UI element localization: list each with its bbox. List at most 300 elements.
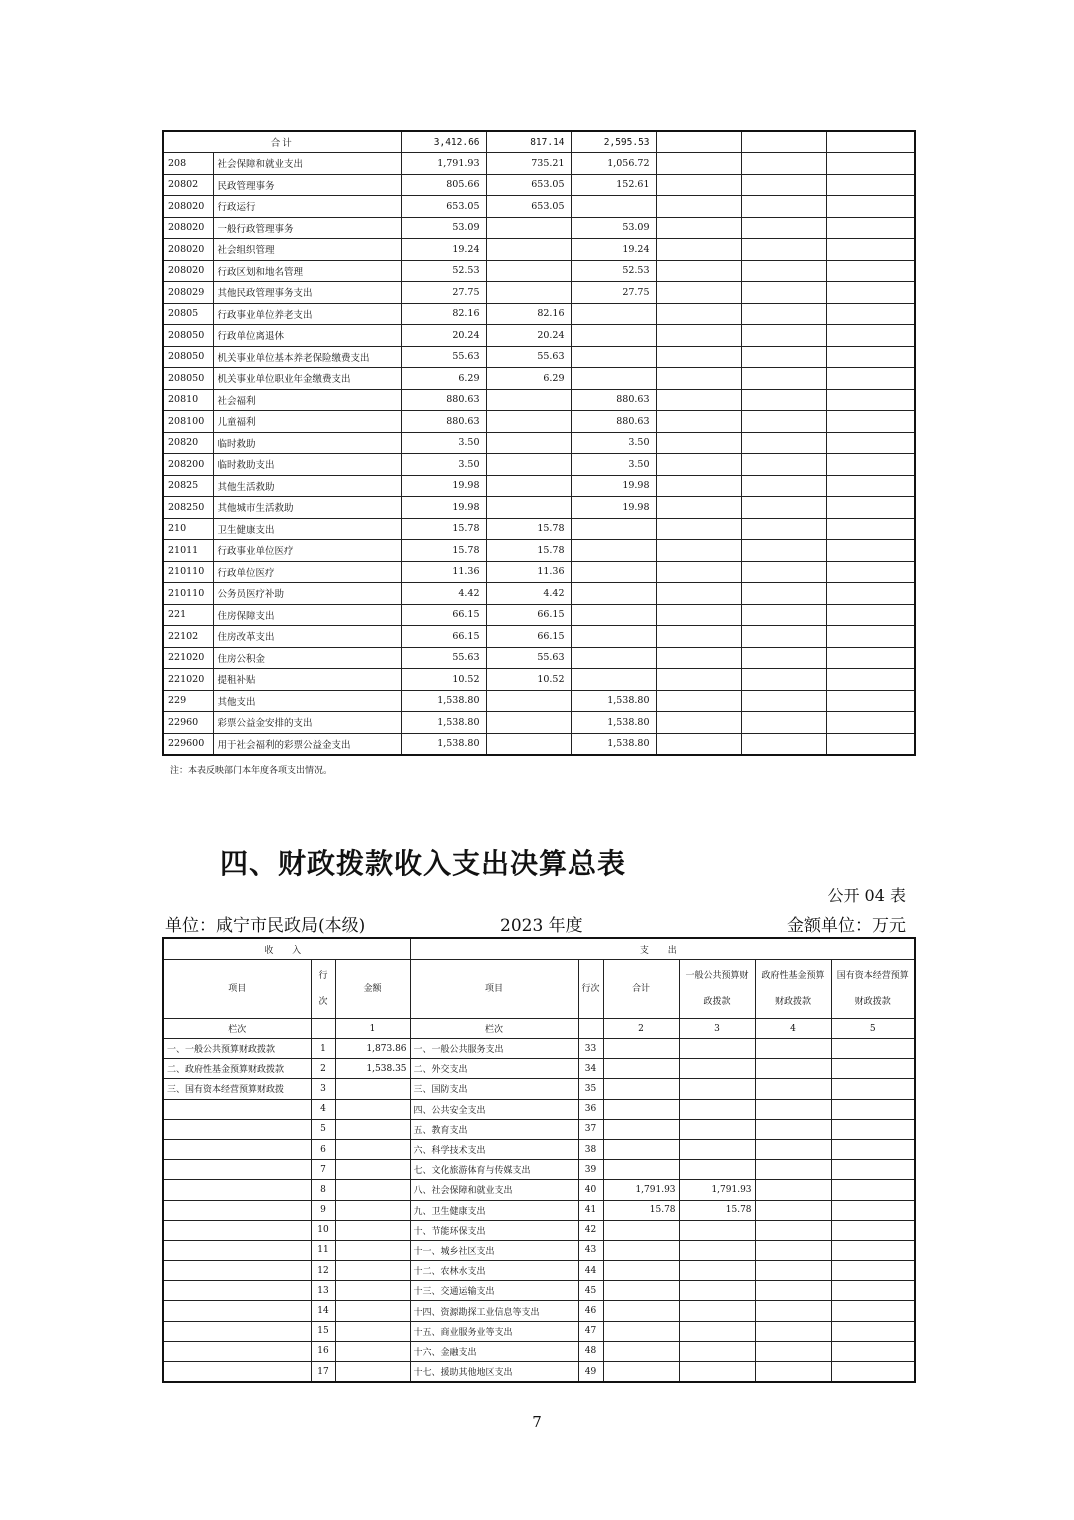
empty-cell (741, 346, 826, 368)
subject-code: 208200 (163, 454, 213, 476)
state-capital-amount (831, 1119, 915, 1139)
total-amount: 11.36 (401, 561, 486, 583)
income-amount-header: 金额 (335, 960, 410, 1019)
empty-cell (656, 325, 741, 347)
income-amount (335, 1099, 410, 1119)
project-expense (571, 561, 656, 583)
project-expense (571, 325, 656, 347)
empty-cell (741, 497, 826, 519)
empty-cell (656, 174, 741, 196)
fund-budget-amount (755, 1200, 831, 1220)
basic-expense: 4.42 (486, 583, 571, 605)
income-item: 二、政府性基金预算财政拨款 (163, 1059, 311, 1079)
state-capital-amount (831, 1261, 915, 1281)
expense-total (603, 1139, 679, 1159)
general-budget-amount (679, 1240, 755, 1260)
state-capital-amount (831, 1220, 915, 1240)
subject-code: 20825 (163, 475, 213, 497)
expense-total (603, 1301, 679, 1321)
total-amount: 15.78 (401, 518, 486, 540)
income-item (163, 1180, 311, 1200)
empty-cell (741, 282, 826, 304)
empty-cell (656, 583, 741, 605)
expense-item: 十五、商业服务业等支出 (410, 1321, 578, 1341)
empty-cell (826, 518, 915, 540)
table-row (163, 712, 915, 734)
unit-label: 单位：咸宁市民政局(本级) (165, 916, 366, 936)
table-row (163, 325, 915, 347)
total-amount: 880.63 (401, 411, 486, 433)
project-expense: 152.61 (571, 174, 656, 196)
empty-cell (826, 432, 915, 454)
income-amount (335, 1341, 410, 1361)
project-expense (571, 368, 656, 390)
subject-name: 卫生健康支出 (213, 518, 401, 540)
total-amount: 10.52 (401, 669, 486, 691)
empty-cell (656, 733, 741, 755)
expense-item: 十四、资源勘探工业信息等支出 (410, 1301, 578, 1321)
project-expense: 27.75 (571, 282, 656, 304)
expense-total: 15.78 (603, 1200, 679, 1220)
project-expense (571, 583, 656, 605)
expense-item: 十二、农林水支出 (410, 1261, 578, 1281)
income-amount (335, 1160, 410, 1180)
basic-expense (486, 690, 571, 712)
empty-cell (826, 368, 915, 390)
empty-cell (826, 303, 915, 325)
expenditure-detail-table (162, 130, 916, 756)
section-title: 四、财政拨款收入支出决算总表 (220, 847, 627, 880)
fund-budget-amount (755, 1321, 831, 1341)
empty-cell (656, 712, 741, 734)
basic-expense (486, 475, 571, 497)
expense-total (603, 1240, 679, 1260)
state-capital-amount (831, 1180, 915, 1200)
general-budget-amount (679, 1301, 755, 1321)
empty-cell (741, 540, 826, 562)
state-capital-amount (831, 1362, 915, 1383)
empty-cell (656, 518, 741, 540)
expense-total (603, 1160, 679, 1180)
empty-cell (656, 540, 741, 562)
empty-cell (656, 346, 741, 368)
empty-cell (826, 260, 915, 282)
lanci-label: 栏次 (410, 1019, 578, 1039)
expense-item: 九、卫生健康支出 (410, 1200, 578, 1220)
expense-row-no: 40 (578, 1180, 603, 1200)
empty-cell (656, 647, 741, 669)
table-row (163, 432, 915, 454)
empty-cell (741, 518, 826, 540)
subject-name: 用于社会福利的彩票公益金支出 (213, 733, 401, 755)
column-index: 2 (603, 1019, 679, 1039)
project-expense (571, 303, 656, 325)
fund-budget-amount (755, 1039, 831, 1059)
subject-code: 22102 (163, 626, 213, 648)
empty-cell (656, 475, 741, 497)
lanci-label: 栏次 (163, 1019, 311, 1039)
subject-code: 208050 (163, 325, 213, 347)
table-row (163, 303, 915, 325)
income-item (163, 1099, 311, 1119)
subject-name: 提租补贴 (213, 669, 401, 691)
subject-name: 一般行政管理事务 (213, 217, 401, 239)
income-amount (335, 1180, 410, 1200)
empty-cell (656, 411, 741, 433)
total-amount: 55.63 (401, 647, 486, 669)
empty-cell (826, 217, 915, 239)
income-item (163, 1261, 311, 1281)
total-amount: 19.98 (401, 475, 486, 497)
general-budget-amount (679, 1362, 755, 1383)
empty-cell (578, 1019, 603, 1039)
total-amount: 6.29 (401, 368, 486, 390)
table-row (163, 153, 915, 175)
empty-cell (741, 669, 826, 691)
basic-expense: 15.78 (486, 540, 571, 562)
table-row (163, 1099, 915, 1119)
income-item (163, 1160, 311, 1180)
expense-row-no: 34 (578, 1059, 603, 1079)
empty-cell (826, 626, 915, 648)
empty-cell (741, 325, 826, 347)
general-budget-amount (679, 1220, 755, 1240)
table-row (163, 368, 915, 390)
state-capital-header: 国有资本经营预算财政拨款 (831, 960, 915, 1019)
empty-cell (826, 282, 915, 304)
income-item (163, 1139, 311, 1159)
subject-code: 208100 (163, 411, 213, 433)
state-capital-amount (831, 1281, 915, 1301)
income-header: 收 入 (163, 938, 410, 960)
empty-cell (741, 432, 826, 454)
empty-cell (826, 604, 915, 626)
empty-cell (826, 325, 915, 347)
empty-cell (741, 131, 826, 153)
table-number: 公开 04 表 (827, 886, 906, 905)
total-amount: 27.75 (401, 282, 486, 304)
expense-total (603, 1099, 679, 1119)
table-row (163, 690, 915, 712)
general-budget-amount (679, 1139, 755, 1159)
empty-cell (656, 153, 741, 175)
basic-expense (486, 239, 571, 261)
subject-name: 社会福利 (213, 389, 401, 411)
page-number: 7 (532, 1413, 542, 1431)
expense-total (603, 1362, 679, 1383)
empty-cell (741, 303, 826, 325)
income-item: 一、一般公共预算财政拨款 (163, 1039, 311, 1059)
table-row (163, 561, 915, 583)
subject-name: 其他民政管理事务支出 (213, 282, 401, 304)
column-index-row (163, 1019, 915, 1039)
total-value: 3,412.66 (401, 131, 486, 153)
total-amount: 55.63 (401, 346, 486, 368)
table-row (163, 174, 915, 196)
state-capital-amount (831, 1301, 915, 1321)
empty-cell (826, 733, 915, 755)
empty-cell (741, 239, 826, 261)
column-index: 5 (831, 1019, 915, 1039)
basic-expense: 653.05 (486, 196, 571, 218)
table-row (163, 411, 915, 433)
expense-total (603, 1321, 679, 1341)
expense-total (603, 1281, 679, 1301)
empty-cell (826, 583, 915, 605)
income-item (163, 1240, 311, 1260)
empty-cell (741, 626, 826, 648)
income-amount (335, 1220, 410, 1240)
total-amount: 19.98 (401, 497, 486, 519)
total-amount: 3.50 (401, 454, 486, 476)
empty-cell (741, 196, 826, 218)
state-capital-amount (831, 1160, 915, 1180)
project-expense: 1,538.80 (571, 690, 656, 712)
income-row-no: 13 (311, 1281, 335, 1301)
project-expense (571, 346, 656, 368)
general-budget-amount (679, 1160, 755, 1180)
empty-cell (656, 131, 741, 153)
total-amount: 1,538.80 (401, 712, 486, 734)
basic-expense: 653.05 (486, 174, 571, 196)
subject-code: 208020 (163, 260, 213, 282)
income-row-no: 6 (311, 1139, 335, 1159)
fund-budget-amount (755, 1119, 831, 1139)
project-expense: 1,538.80 (571, 733, 656, 755)
project-expense: 3.50 (571, 454, 656, 476)
expense-total (603, 1220, 679, 1240)
empty-cell (741, 368, 826, 390)
basic-expense: 66.15 (486, 604, 571, 626)
empty-cell (826, 196, 915, 218)
state-capital-amount (831, 1099, 915, 1119)
subject-name: 行政运行 (213, 196, 401, 218)
subject-name: 公务员医疗补助 (213, 583, 401, 605)
subject-name: 彩票公益金安排的支出 (213, 712, 401, 734)
subject-name: 机关事业单位职业年金缴费支出 (213, 368, 401, 390)
basic-expense (486, 282, 571, 304)
expense-total (603, 1261, 679, 1281)
empty-cell (741, 153, 826, 175)
project-expense: 53.09 (571, 217, 656, 239)
total-amount: 20.24 (401, 325, 486, 347)
income-amount (335, 1321, 410, 1341)
subject-name: 儿童福利 (213, 411, 401, 433)
empty-cell (826, 712, 915, 734)
fund-budget-amount (755, 1099, 831, 1119)
table-row (163, 346, 915, 368)
fund-budget-amount (755, 1240, 831, 1260)
total-amount: 1,538.80 (401, 690, 486, 712)
general-budget-amount (679, 1079, 755, 1099)
total-amount: 52.53 (401, 260, 486, 282)
table-row (163, 1321, 915, 1341)
fund-budget-amount (755, 1079, 831, 1099)
project-expense: 1,056.72 (571, 153, 656, 175)
project-expense: 19.98 (571, 475, 656, 497)
income-row-no: 14 (311, 1301, 335, 1321)
empty-cell (656, 669, 741, 691)
expense-total (603, 1039, 679, 1059)
subject-code: 221 (163, 604, 213, 626)
table-row (163, 1281, 915, 1301)
state-capital-amount (831, 1200, 915, 1220)
empty-cell (826, 540, 915, 562)
expense-total: 1,791.93 (603, 1180, 679, 1200)
table-row (163, 1362, 915, 1383)
empty-cell (741, 217, 826, 239)
expense-row-no: 49 (578, 1362, 603, 1383)
table-row (163, 217, 915, 239)
project-expense (571, 604, 656, 626)
empty-cell (826, 174, 915, 196)
expense-total (603, 1079, 679, 1099)
state-capital-amount (831, 1321, 915, 1341)
income-item (163, 1321, 311, 1341)
fund-budget-header: 政府性基金预算财政拨款 (755, 960, 831, 1019)
empty-cell (826, 497, 915, 519)
basic-expense (486, 217, 571, 239)
income-amount: 1,873.86 (335, 1039, 410, 1059)
empty-cell (826, 454, 915, 476)
table-row (163, 1139, 915, 1159)
project-expense: 19.24 (571, 239, 656, 261)
empty-cell (826, 669, 915, 691)
subject-name: 行政区划和地名管理 (213, 260, 401, 282)
income-item (163, 1301, 311, 1321)
income-item-header: 项目 (163, 960, 311, 1019)
basic-expense: 10.52 (486, 669, 571, 691)
subject-code: 210110 (163, 583, 213, 605)
total-amount: 4.42 (401, 583, 486, 605)
empty-cell (741, 647, 826, 669)
column-header-row (163, 960, 915, 1019)
income-item (163, 1281, 311, 1301)
general-budget-amount: 15.78 (679, 1200, 755, 1220)
income-amount (335, 1362, 410, 1383)
expense-item: 三、国防支出 (410, 1079, 578, 1099)
empty-cell (826, 389, 915, 411)
project-expense: 880.63 (571, 389, 656, 411)
total-amount: 1,791.93 (401, 153, 486, 175)
table-note: 注：本表反映部门本年度各项支出情况。 (170, 766, 333, 776)
state-capital-amount (831, 1240, 915, 1260)
state-capital-amount (831, 1039, 915, 1059)
income-item (163, 1200, 311, 1220)
project-expense: 19.98 (571, 497, 656, 519)
empty-cell (826, 690, 915, 712)
subject-code: 221020 (163, 669, 213, 691)
column-index: 1 (335, 1019, 410, 1039)
table-row (163, 604, 915, 626)
empty-cell (741, 712, 826, 734)
subject-code: 20810 (163, 389, 213, 411)
empty-cell (656, 239, 741, 261)
expense-item: 四、公共安全支出 (410, 1099, 578, 1119)
table-row (163, 583, 915, 605)
expense-row-no: 39 (578, 1160, 603, 1180)
table-row (163, 1240, 915, 1260)
empty-cell (826, 647, 915, 669)
basic-expense: 735.21 (486, 153, 571, 175)
general-budget-amount (679, 1099, 755, 1119)
subject-code: 21011 (163, 540, 213, 562)
subject-code: 208 (163, 153, 213, 175)
income-row-no: 17 (311, 1362, 335, 1383)
subject-code: 208020 (163, 217, 213, 239)
expense-item: 五、教育支出 (410, 1119, 578, 1139)
expense-row-no: 35 (578, 1079, 603, 1099)
fund-budget-amount (755, 1059, 831, 1079)
basic-expense (486, 497, 571, 519)
state-capital-amount (831, 1139, 915, 1159)
empty-cell (741, 389, 826, 411)
year-label: 2023 年度 (500, 916, 583, 936)
table-row (163, 475, 915, 497)
basic-expense (486, 432, 571, 454)
project-expense (571, 626, 656, 648)
table-row (163, 1200, 915, 1220)
fund-budget-amount (755, 1341, 831, 1361)
empty-cell (741, 604, 826, 626)
empty-cell (656, 497, 741, 519)
subject-name: 临时救助 (213, 432, 401, 454)
empty-cell (741, 174, 826, 196)
subject-code: 20802 (163, 174, 213, 196)
total-amount: 880.63 (401, 389, 486, 411)
expense-row-no: 48 (578, 1341, 603, 1361)
basic-expense (486, 260, 571, 282)
total-amount: 66.15 (401, 604, 486, 626)
empty-cell (741, 733, 826, 755)
subject-code: 208020 (163, 239, 213, 261)
subject-code: 22960 (163, 712, 213, 734)
subject-code: 221020 (163, 647, 213, 669)
subject-code: 20805 (163, 303, 213, 325)
project-expense (571, 518, 656, 540)
empty-cell (826, 475, 915, 497)
fund-budget-amount (755, 1160, 831, 1180)
expense-item: 十六、金融支出 (410, 1341, 578, 1361)
empty-cell (826, 239, 915, 261)
table-row (163, 1220, 915, 1240)
table-row (163, 518, 915, 540)
expense-total (603, 1119, 679, 1139)
project-expense: 3.50 (571, 432, 656, 454)
empty-cell (656, 282, 741, 304)
fund-budget-amount (755, 1261, 831, 1281)
total-amount: 15.78 (401, 540, 486, 562)
subject-name: 其他生活救助 (213, 475, 401, 497)
total-amount: 82.16 (401, 303, 486, 325)
subject-code: 208050 (163, 368, 213, 390)
expense-item-header: 项目 (410, 960, 578, 1019)
expense-row-no: 37 (578, 1119, 603, 1139)
income-amount (335, 1301, 410, 1321)
subject-name: 其他城市生活救助 (213, 497, 401, 519)
fund-budget-amount (755, 1301, 831, 1321)
subject-code: 208020 (163, 196, 213, 218)
fund-budget-amount (755, 1220, 831, 1240)
income-row-no: 8 (311, 1180, 335, 1200)
income-row-no: 4 (311, 1099, 335, 1119)
fund-budget-amount (755, 1281, 831, 1301)
fund-budget-amount (755, 1362, 831, 1383)
subject-code: 210 (163, 518, 213, 540)
table-row (163, 1039, 915, 1059)
income-amount (335, 1139, 410, 1159)
table-row (163, 626, 915, 648)
